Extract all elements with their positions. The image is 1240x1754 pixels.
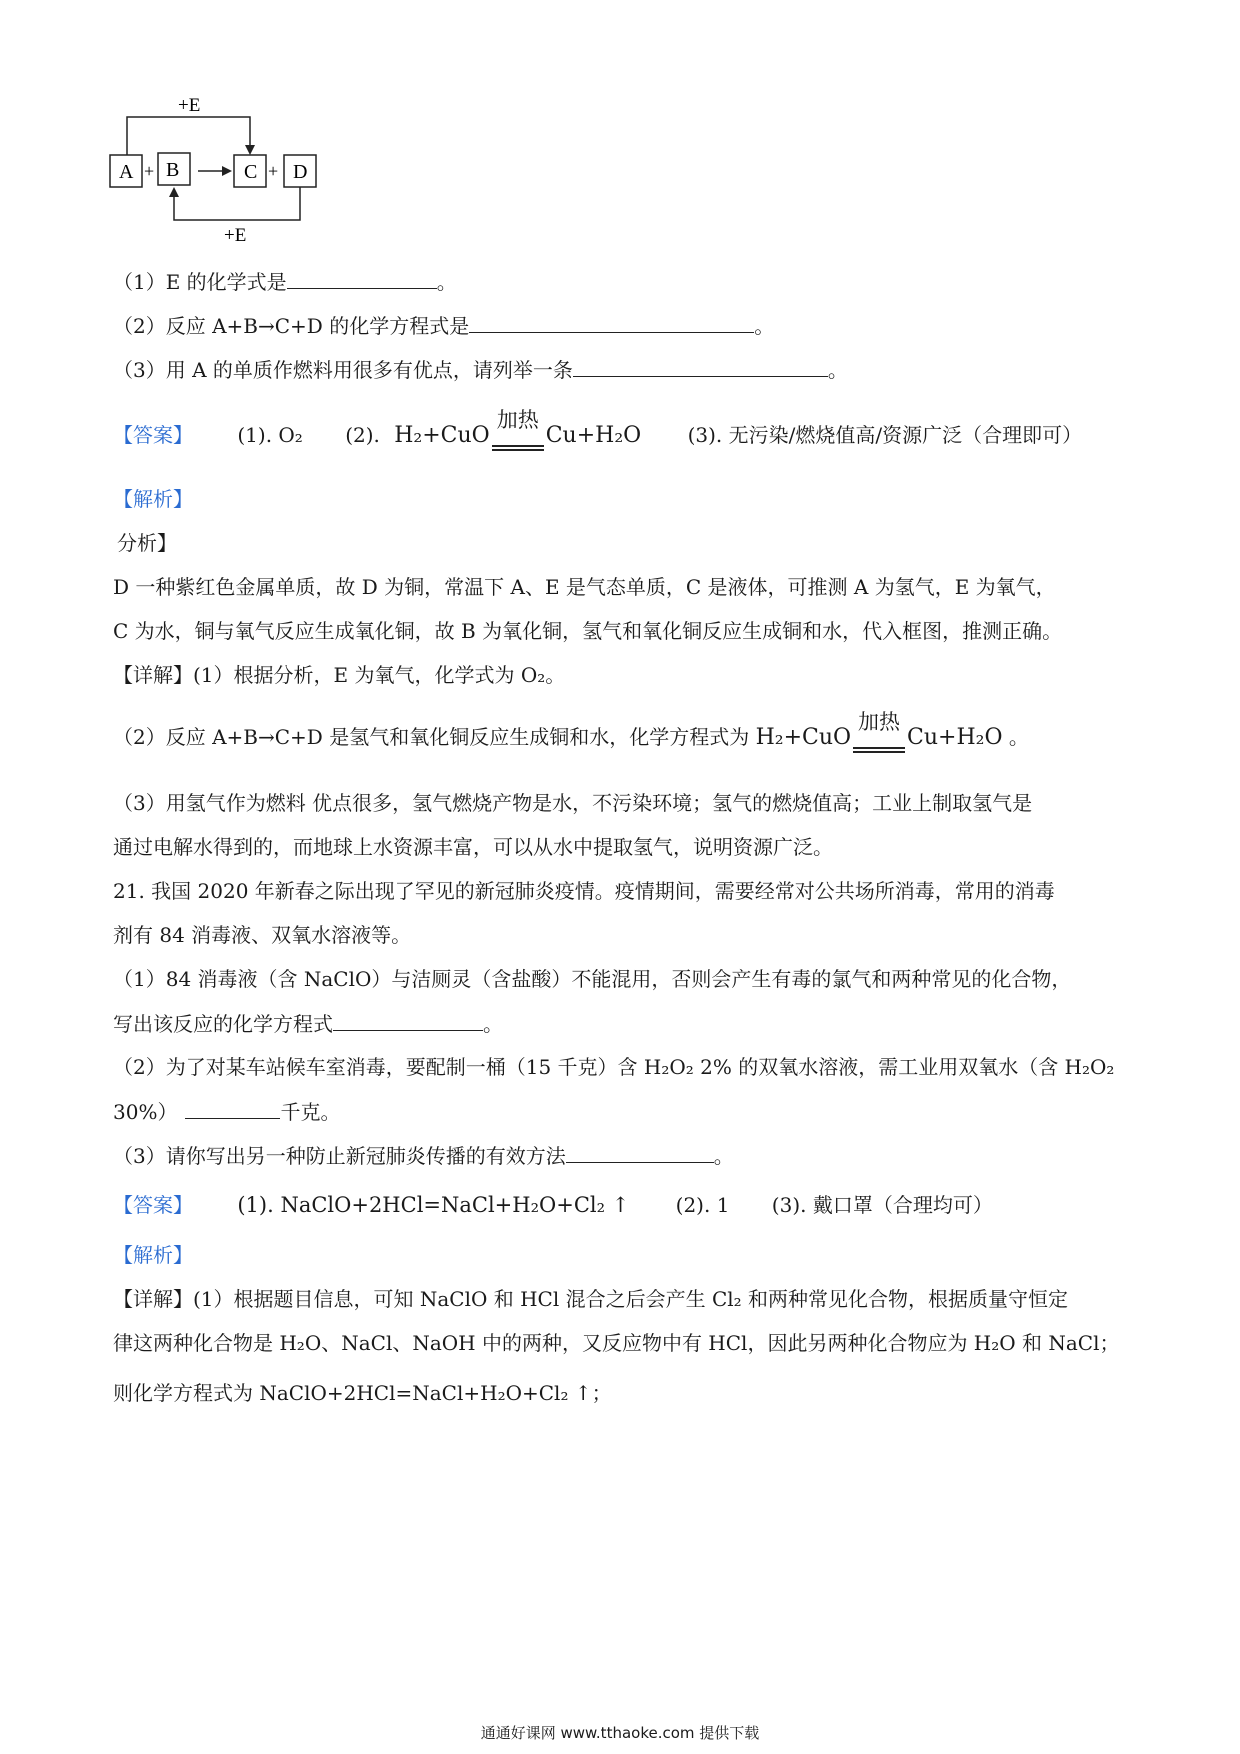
answer-tag: 【答案】 [113,423,193,447]
q21-l4 [113,1008,503,1039]
condition-text: 加热 [858,710,901,734]
equation-right: Cu+H₂O [545,423,642,448]
answer-blank[interactable] [333,1008,483,1031]
paragraph-text: C 为水，铜与氧气反应生成氧化铜，故 B 为氧化铜，氢气和氧化铜反应生成铜和水，代入框图，推测正确。 [113,619,1063,643]
question-text: （3）请你写出另一种防止新冠肺炎传播的有效方法 [113,1144,566,1168]
q21-l1 [113,876,1055,906]
analysis-subhead-text: 分析】 [117,531,177,555]
answer-tag: 【答案】 [113,1193,193,1217]
answer-20-part2-prefix: (2). [345,423,380,447]
answer-20-part1: (1). O₂ [237,423,303,447]
detail-20-3a [113,788,1032,818]
answer-21-part1: (1). NaClO+2HCl=NaCl+H₂O+Cl₂ ↑ [237,1193,630,1217]
answer-blank[interactable] [566,1140,714,1163]
q21-l5 [113,1052,1114,1082]
reaction-diagram [100,95,360,270]
answer-20-part3: (3). 无污染/燃烧值高/资源广泛（合理即可） [687,423,1083,447]
q21-l6 [113,1096,340,1127]
question-text: 30%） [113,1100,178,1124]
box-d-label: D [293,161,308,183]
question-text: 千克。 [280,1100,341,1124]
box-a-label: A [119,161,134,183]
q20-part1-text: （1）E 的化学式是 [113,270,287,294]
detail-20-1 [113,660,565,690]
question-text: 写出该反应的化学方程式 [113,1012,333,1036]
answer-blank[interactable] [573,354,828,377]
detail-20-2 [113,710,1029,753]
analysis-20-tag [113,484,193,514]
question-text: 21. 我国 2020 年新春之际出现了罕见的新冠肺炎疫情。疫情期间，需要经常对公共场所消毒，常用的消毒 [113,879,1055,903]
q20-part2-text: （2）反应 A+B→C+D 的化学方程式是 [113,314,470,338]
answer-blank[interactable] [185,1096,280,1119]
period: 。 [1008,725,1029,749]
condition-text: 加热 [496,408,539,432]
equation-h2-cuo [394,408,642,451]
q20-part2 [113,310,774,341]
detail-21-1a [113,1284,1068,1314]
equation-condition [492,408,544,451]
period: 。 [827,358,848,382]
answer-21-part3: (3). 戴口罩（合理均可） [771,1193,993,1217]
period: 。 [483,1012,503,1036]
q21-l7 [113,1140,734,1171]
answer-21-part2: (2). 1 [675,1193,730,1217]
analysis-tag: 【解析】 [113,1243,193,1267]
plus-cd: + [268,161,279,181]
detail-21-1c [113,1378,612,1408]
answer-blank[interactable] [287,266,437,289]
footer-source: 通通好课网 www.tthaoke.com 提供下载 [480,1724,760,1742]
paragraph-text: （3）用氢气作为燃料 优点很多，氢气燃烧产物是水，不污染环境；氢气的燃烧值高；工业上制取氢气是 [113,791,1033,815]
detail-text: (1）根据分析，E 为氧气，化学式为 O₂。 [193,663,566,687]
paragraph-text: 律这两种化合物是 H₂O、NaCl、NaOH 中的两种，又反应物中有 HCl，因此另两种化合物应为 H₂O 和 NaCl； [113,1331,1120,1355]
q20-part1 [113,266,457,297]
paragraph-text: 通过电解水得到的，而地球上水资源丰富，可以从水中提取氢气，说明资源广泛。 [113,835,833,859]
plus-ab: + [144,161,155,181]
analysis-tag: 【解析】 [113,487,193,511]
analysis-20-p1a [113,572,1056,602]
q20-part3-text: （3）用 A 的单质作燃料用很多有优点，请列举一条 [113,358,573,382]
analysis-20-subhead [117,528,177,558]
analysis-20-p1b [113,616,1062,646]
paragraph-text: D 一种紫红色金属单质，故 D 为铜，常温下 A、E 是气态单质，C 是液体，可推测 A 为氢气，E 为氧气， [113,575,1056,599]
detail-text: （2）反应 A+B→C+D 是氢气和氧化铜反应生成铜和水，化学方程式为 [113,725,750,749]
equation-left: H₂+CuO [755,725,852,750]
box-c-label: C [244,161,258,183]
q21-l3 [113,964,1071,994]
question-text: （1）84 消毒液（含 NaClO）与洁厕灵（含盐酸）不能混用，否则会产生有毒的氯气和两种常见的化合物， [113,967,1072,991]
q20-part3 [113,354,848,385]
answer-20 [113,408,1083,451]
box-b-label: B [166,159,180,181]
equation-h2-cuo [755,710,1003,753]
detail-tag: 【详解】 [113,663,193,687]
answer-blank[interactable] [469,310,754,333]
analysis-21-tag [113,1240,193,1270]
detail-20-3b [113,832,833,862]
period: 。 [713,1144,734,1168]
question-text: 剂有 84 消毒液、双氧水溶液等。 [113,923,412,947]
top-arrow-label: +E [178,95,201,116]
equation-left: H₂+CuO [394,423,490,448]
answer-21 [113,1190,993,1220]
period: 。 [754,314,775,338]
equation-condition [853,710,905,753]
detail-tag: 【详解】 [113,1287,193,1311]
detail-21-1b [113,1328,1120,1358]
paragraph-text: 则化学方程式为 NaClO+2HCl=NaCl+H₂O+Cl₂ ↑； [113,1381,612,1405]
equation-right: Cu+H₂O [907,725,1003,750]
bottom-arrow-label: +E [224,225,247,246]
detail-text: (1）根据题目信息，可知 NaClO 和 HCl 混合之后会产生 Cl₂ 和两种常见化合物，根据质量守恒定 [193,1287,1069,1311]
q21-l2 [113,920,411,950]
period: 。 [436,270,457,294]
question-text: （2）为了对某车站候车室消毒，要配制一桶（15 千克）含 H₂O₂ 2% 的双氧水溶液，需工业用双氧水（含 H₂O₂ [113,1055,1115,1079]
